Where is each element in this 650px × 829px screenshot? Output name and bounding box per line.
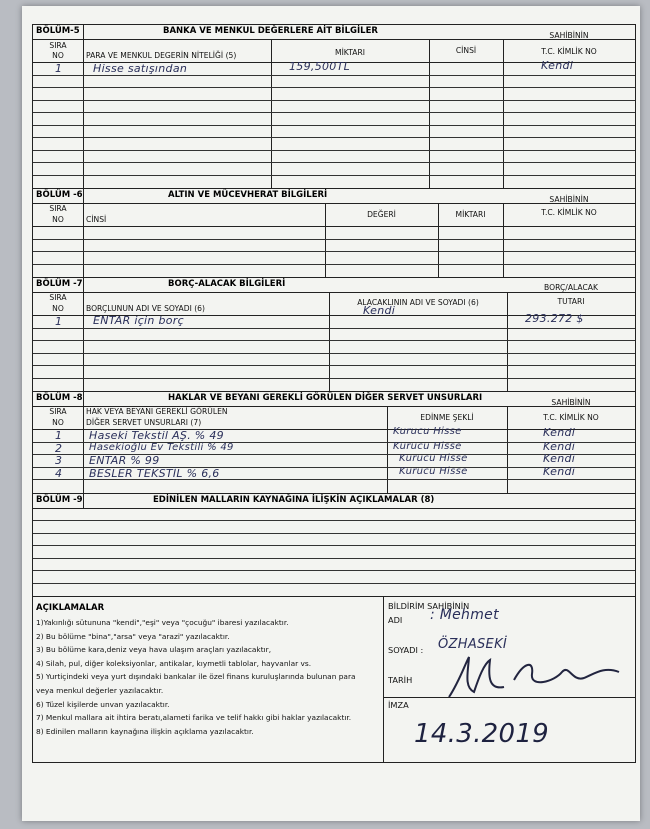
section-9-rows — [33, 509, 635, 597]
col-sahibi-2: T.C. KİMLİK NO — [541, 47, 597, 56]
col-sira: SIRA — [49, 407, 67, 416]
name-value: : Mehmet — [430, 607, 499, 623]
section-6-rows — [33, 227, 635, 277]
col-nitelik: PARA VE MENKUL DEGERİN NİTELİĞİ (5) — [86, 51, 237, 60]
tutar-value: 293.272 $ — [525, 312, 584, 325]
col-no: NO — [52, 51, 64, 60]
section-6-title: ALTIN VE MÜCEVHERAT BİLGİLERİ — [168, 190, 328, 200]
borclu-value: ENTAR için borç — [93, 314, 184, 327]
date-label: TARİH — [388, 675, 413, 685]
declaration-form — [32, 24, 636, 763]
section-8-title: HAKLAR VE BEYANI GEREKLİ GÖRÜLEN DİĞER SERVET UNSURLARI — [168, 393, 483, 403]
explanation-item: 1)Yakınlığı sütununa "kendi","eşi" veya "çocuğu" ibaresi yazılacaktır. — [36, 618, 289, 627]
unsur-value: Hasekioğlu Ev Tekstili % 49 — [89, 441, 234, 453]
col-degeri: DEĞERİ — [367, 210, 396, 219]
col-hak-2: DİĞER SERVET UNSURLARI (7) — [86, 418, 202, 427]
declarant-box — [383, 597, 636, 762]
col-no: NO — [52, 304, 64, 313]
section-9-title: EDİNİLEN MALLARIN KAYNAĞINA İLİŞKİN AÇIKLAMALAR (8) — [153, 494, 435, 505]
row-number: 4 — [55, 466, 63, 480]
section-5-title: BANKA VE MENKUL DEĞERLERE AİT BİLGİLER — [163, 26, 378, 36]
col-sahibi-1: SAHİBİNİN — [549, 195, 589, 204]
section-9-header — [33, 494, 635, 509]
col-no: NO — [52, 215, 64, 224]
col-hak-1: HAK VEYA BEYANI GEREKLİ GÖRÜLEN — [86, 407, 228, 416]
section-8 — [33, 392, 635, 494]
col-sira: SIRA — [49, 204, 67, 213]
explanations-title: AÇIKLAMALAR — [36, 603, 105, 613]
col-miktar: MİKTARI — [455, 210, 486, 219]
explanation-item: 3) Bu bölüme kara,deniz veya hava ulaşım araçları yazılacaktır, — [36, 645, 272, 655]
sahibi-value: Kendi — [543, 464, 576, 478]
col-miktar: MİKTARI — [335, 48, 365, 57]
row-number: 3 — [55, 454, 63, 467]
section-8-number: BÖLÜM -8 — [36, 393, 83, 403]
explanation-item: 5) Yurtiçindeki veya yurt dışındaki bankalar ile özel finans kuruluşlarında bulunan para — [36, 672, 356, 682]
sahibi-value: Kendi — [541, 59, 574, 72]
surname-label: SOYADI : — [388, 645, 424, 655]
section-7-number: BÖLÜM -7 — [36, 279, 83, 289]
col-cinsi: CİNSİ — [86, 215, 107, 224]
signature-label: İMZA — [388, 700, 409, 710]
col-sahibi-2: T.C. KİMLİK NO — [543, 413, 599, 422]
explanation-item: 7) Menkul mallara ait ihtira beratı,alameti farika ve telif hakkı gibi haklar yazılacaktır. — [36, 713, 352, 723]
explanation-item: 4) Silah, pul, diğer koleksiyonlar, antikalar, kıymetli tablolar, hayvanlar vs. — [36, 658, 312, 668]
section-9 — [33, 494, 635, 598]
section-5-rows — [33, 59, 635, 188]
unsur-value: BESLER TEKSTİL % 6,6 — [89, 466, 220, 480]
declarant-title: BİLDİRİM SAHİBİNİN — [388, 601, 470, 611]
signature — [444, 652, 634, 702]
explanation-item: 8) Edinilen malların kaynağına ilişkin açıklama yazılacaktır. — [36, 726, 254, 736]
alacakli-value: Kendi — [363, 304, 396, 317]
edinme-value: Kurucu Hisse — [393, 440, 462, 452]
col-no: NO — [52, 418, 64, 427]
explanations — [36, 603, 376, 738]
explanation-item: 2) Bu bölüme "bina","arsa" veya "arazi" yazılacaktır. — [36, 631, 230, 641]
col-sahibi-1: SAHİBİNİN — [551, 398, 591, 407]
explanation-item: 6) Tüzel kişilerde unvan yazılacaktır. — [36, 699, 170, 709]
section-6 — [33, 189, 635, 278]
table-row — [33, 59, 635, 76]
section-9-number: BÖLÜM -9 — [36, 494, 83, 505]
edinme-value: Kurucu Hisse — [399, 453, 468, 464]
unsur-value: Haseki Tekstil AŞ. % 49 — [89, 429, 224, 442]
sahibi-value: Kendi — [543, 439, 576, 453]
date-value: 14.3.2019 — [414, 719, 550, 749]
section-5-number: BÖLÜM-5 — [36, 26, 80, 36]
col-tutar-2: TUTARI — [557, 297, 585, 306]
section-7 — [33, 278, 635, 392]
form-page — [22, 6, 640, 821]
edinme-value: Kurucu Hisse — [399, 465, 468, 477]
col-edinme: EDİNME ŞEKLİ — [420, 413, 474, 422]
section-8-rows — [33, 426, 635, 493]
row-number: 1 — [55, 62, 63, 75]
surname-value: ÖZHASEKİ — [438, 637, 508, 652]
col-sahibi-2: T.C. KİMLİK NO — [541, 208, 597, 217]
col-sira: SIRA — [49, 293, 67, 302]
row-number: 2 — [55, 441, 63, 455]
section-6-number: BÖLÜM -6 — [36, 190, 83, 200]
section-5 — [33, 25, 635, 189]
sahibi-value: Kendi — [543, 452, 576, 465]
name-label: ADI — [388, 615, 403, 625]
table-row — [33, 464, 635, 481]
explanation-item: veya menkul değerler yazılacaktır. — [36, 685, 164, 695]
nitelik-value: Hisse satışından — [93, 62, 188, 75]
sahibi-value: Kendi — [543, 426, 576, 439]
row-number: 1 — [55, 429, 63, 442]
miktar-value: 159,500TL — [289, 60, 351, 73]
col-alacakli: ALACAKLININ ADI VE SOYADI (6) — [357, 298, 479, 307]
unsur-value: ENTAR % 99 — [89, 454, 160, 467]
col-cinsi: CİNSİ — [455, 46, 477, 55]
col-sira: SIRA — [49, 41, 67, 50]
col-borclu: BORÇLUNUN ADI VE SOYADI (6) — [86, 304, 205, 313]
section-7-title: BORÇ-ALACAK BİLGİLERİ — [168, 279, 286, 289]
footer — [33, 597, 635, 762]
edinme-value: Kurucu Hisse — [393, 426, 462, 437]
col-sahibi-1: SAHİBİNİN — [549, 31, 589, 40]
row-number: 1 — [55, 315, 63, 328]
col-tutar-1: BORÇ/ALACAK — [544, 283, 598, 292]
